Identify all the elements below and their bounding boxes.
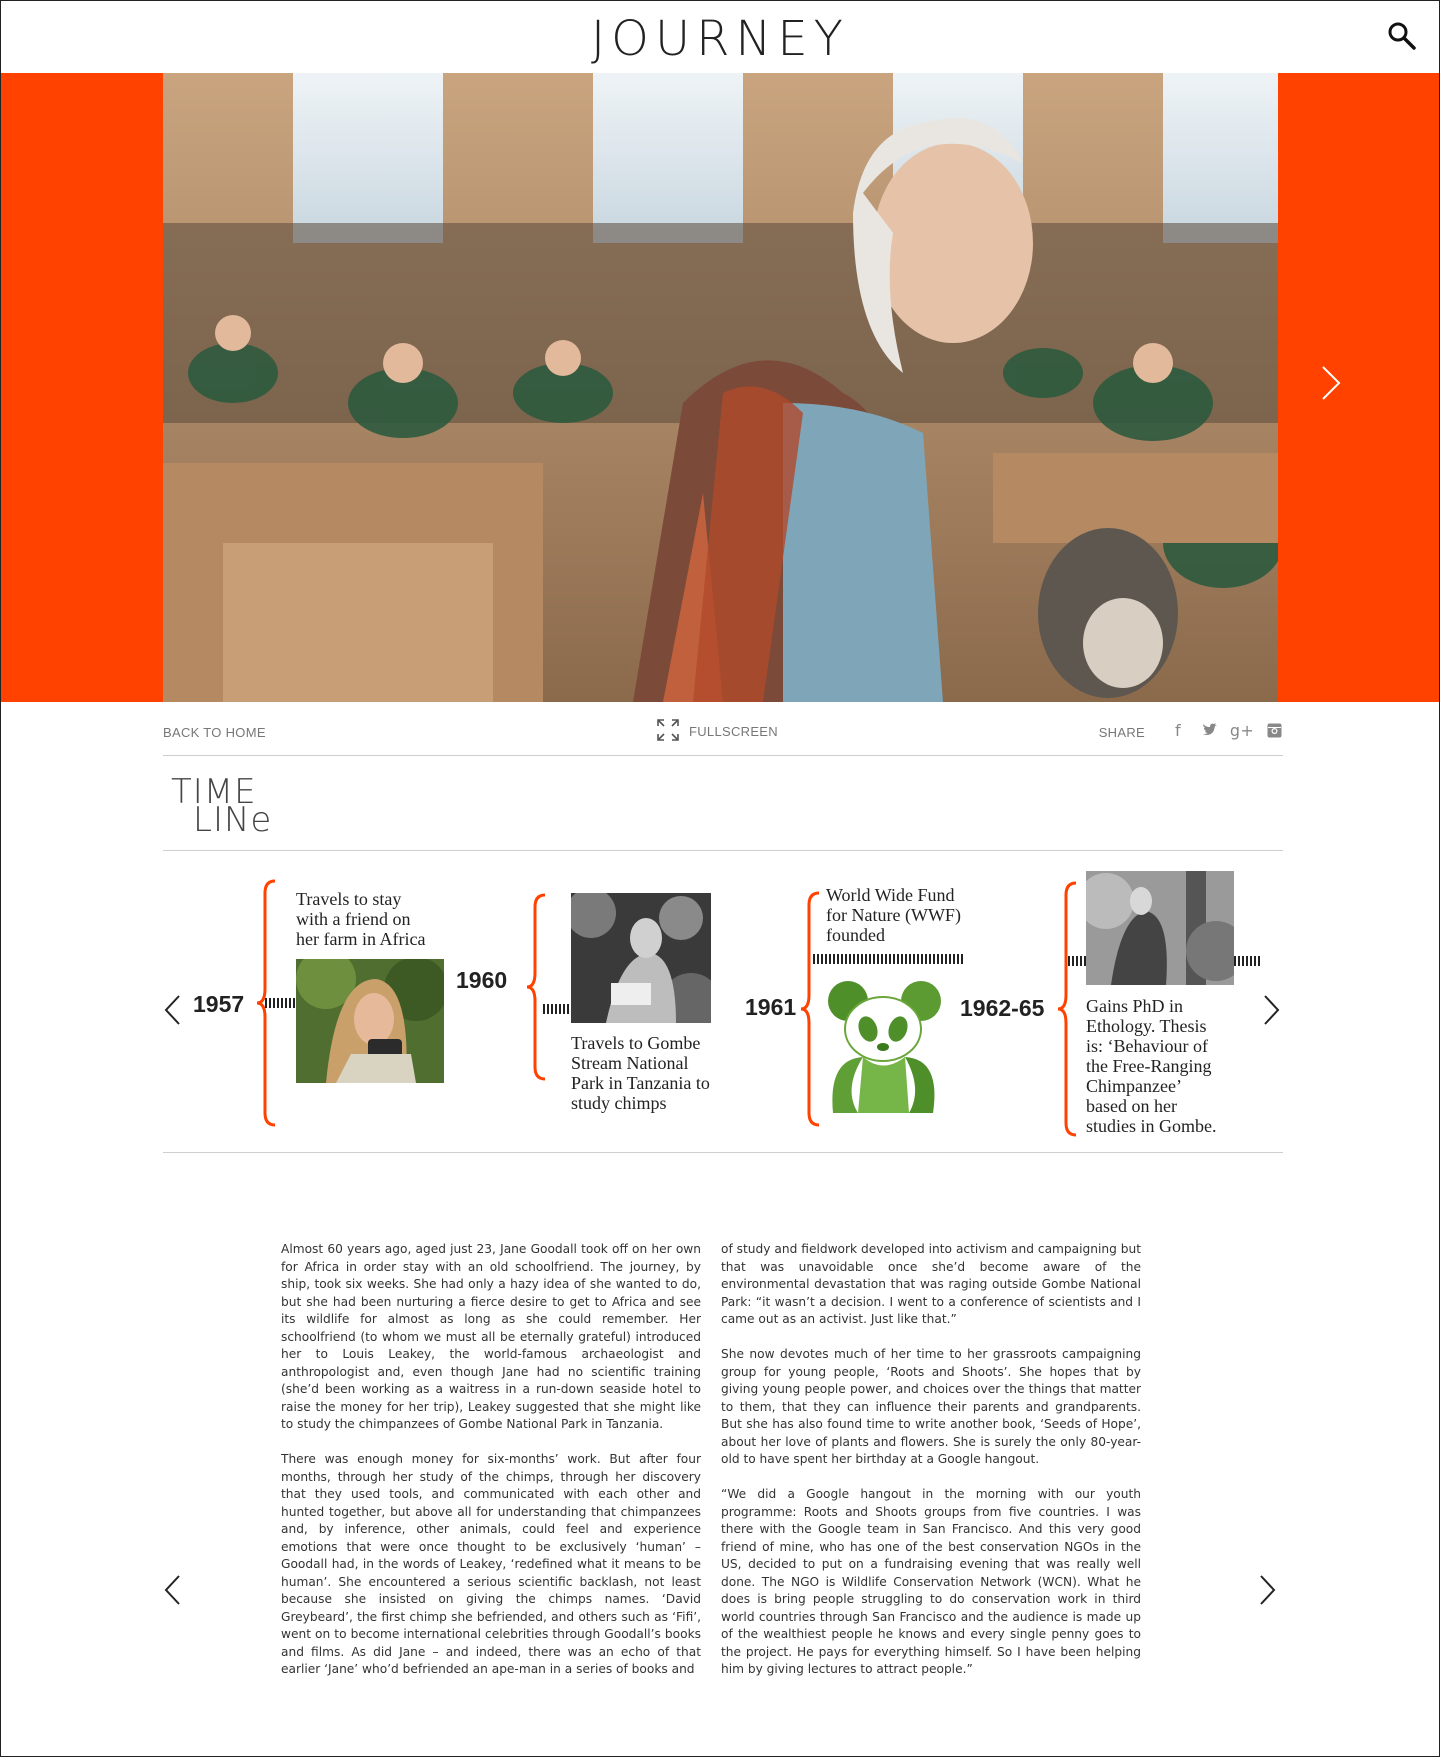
hero-photo bbox=[163, 73, 1278, 702]
fullscreen-icon bbox=[657, 719, 679, 741]
article-prev-arrow[interactable] bbox=[163, 1573, 183, 1607]
timeline-year: 1962-65 bbox=[960, 995, 1045, 1021]
share-label: SHARE bbox=[1098, 725, 1145, 740]
timeline-connector bbox=[1234, 956, 1260, 966]
article-paragraph: She now devotes much of her time to her grassroots campaigning group for young people, ‘Roots and Shoots’. She hopes that by giving young people power, and choices over the things that matter to them, that they can influence their parents and grandparents. But she has also found time to write another book, ‘Seeds of Hope’, about her love of plants and flowers. She is surely the only 80-year-old to have spent her birthday at a Google hangout. bbox=[721, 1347, 1141, 1466]
timeline-connector bbox=[265, 998, 297, 1008]
article-paragraph: Almost 60 years ago, aged just 23, Jane Goodall took off on her own for Africa in order stay with an old schoolfriend. The journey, by ship, took six weeks. She had only a hazy idea of she wanted to do, but she had been nurturing a fierce desire to get to Africa and see its wildlife for almost as long as she could remember. Her schoolfriend (to whom we must all be eternally grateful) introduced her to Louis Leakey, the world-famous archaeologist and anthropologist and, even though Jane had no scientific training (she’d been working as a waitress in a run-down seaside hotel to raise the money for her trip), Leakey suggested that she might like to study the chimpanzees of Gombe National Park in Tanzania. bbox=[281, 1242, 701, 1431]
wwf-panda-logo bbox=[823, 979, 943, 1113]
instagram-icon[interactable] bbox=[1265, 720, 1283, 740]
social-links bbox=[1169, 720, 1283, 740]
timeline-brace bbox=[1058, 881, 1078, 1137]
article-column-right bbox=[721, 1241, 1141, 1696]
timeline-title bbox=[171, 772, 273, 840]
timeline-event-text: Travels to stay with a friend on her farm in Africa bbox=[296, 889, 426, 949]
timeline-event-text: Travels to Gombe Stream National Park in Tanzania to study chimps bbox=[571, 1033, 710, 1113]
timeline-title-line1: TIME bbox=[171, 772, 257, 812]
timeline-event-text: Gains PhD in Ethology. Thesis is: ‘Behaviour of the Free-Ranging Chimpanzee’ based on her studies in Gombe. bbox=[1086, 996, 1217, 1136]
timeline-year: 1960 bbox=[456, 967, 508, 993]
article-column-left bbox=[281, 1241, 701, 1696]
twitter-icon[interactable] bbox=[1201, 720, 1219, 740]
hero-next-arrow[interactable] bbox=[1319, 363, 1343, 403]
timeline-year: 1957 bbox=[193, 991, 245, 1017]
timeline-title-line2: LINe bbox=[193, 800, 273, 840]
timeline-brace bbox=[801, 891, 821, 1127]
google-plus-icon[interactable]: g+ bbox=[1229, 720, 1255, 740]
timeline-event-photo[interactable] bbox=[1086, 871, 1234, 985]
timeline-event-photo[interactable] bbox=[296, 959, 444, 1083]
timeline-event-text: World Wide Fund for Nature (WWF) founded bbox=[826, 885, 961, 945]
back-to-home-link[interactable]: BACK TO HOME bbox=[163, 725, 266, 740]
timeline-next-arrow[interactable] bbox=[1261, 993, 1281, 1027]
hero-banner bbox=[1, 73, 1439, 702]
site-logo[interactable]: JOURNEY bbox=[591, 11, 849, 67]
timeline-prev-arrow[interactable] bbox=[163, 993, 183, 1027]
action-bar bbox=[163, 702, 1283, 756]
timeline-connector bbox=[543, 1004, 571, 1014]
fullscreen-button[interactable] bbox=[657, 719, 778, 741]
timeline-connector bbox=[813, 954, 963, 964]
facebook-icon[interactable]: f bbox=[1175, 720, 1181, 740]
timeline-event-photo[interactable] bbox=[571, 893, 711, 1023]
timeline-heading bbox=[163, 756, 1283, 851]
search-icon[interactable] bbox=[1387, 21, 1417, 51]
article-next-arrow[interactable] bbox=[1257, 1573, 1277, 1607]
article-paragraph: of study and fieldwork developed into activism and campaigning but that was unavoidable once she’d become aware of the environmental devastation that was raging outside Gombe National Park: “it wasn’t a decision. I went to a conference of scientists and I came out as an activist. Just like that.” bbox=[721, 1242, 1141, 1326]
article-paragraph: There was enough money for six-months’ work. But after four months, through her study of the chimps, through her discovery that they used tools, and communicated with each other and hunted together, but above all for understanding that chimpanzees and, by inference, other animals, could feel and experience emotions that were once thought to be exclusively ‘human’ – Goodall had, in the words of Leakey, ‘redefined what it means to be human’. She encountered a serious scientific backlash, not least because she insisted on giving the chimps names. ‘David Greybeard’, the first chimp she befriended, and others such as ‘Fifi’, went on to become international celebrities through Goodall’s books and films. As did Jane – and indeed, there was an echo of that earlier ‘Jane’ who’d befriended an ape-man in a series of books and bbox=[281, 1452, 701, 1676]
timeline-strip bbox=[163, 851, 1283, 1153]
timeline-brace bbox=[527, 893, 547, 1081]
article-paragraph: “We did a Google hangout in the morning with our youth programme: Roots and Shoots groups from five countries. I was there with the Google team in San Francisco. And this very good friend of mine, who has one of the best conservation NGOs in the US, decided to put on a fundraising evening that was really well done. The NGO is Wildlife Conservation Network (WCN). What he does is bring people struggling to do conservation work in third world countries through San Francisco and the audience is made up of the wealthiest people he knows and every single penny goes to the project. He pays for everything himself. So I have been helping him by giving lectures to attract people.” bbox=[721, 1487, 1141, 1676]
site-header bbox=[1, 1, 1439, 73]
timeline-connector bbox=[1068, 956, 1086, 966]
timeline-year: 1961 bbox=[745, 994, 797, 1020]
fullscreen-label: FULLSCREEN bbox=[689, 723, 778, 739]
